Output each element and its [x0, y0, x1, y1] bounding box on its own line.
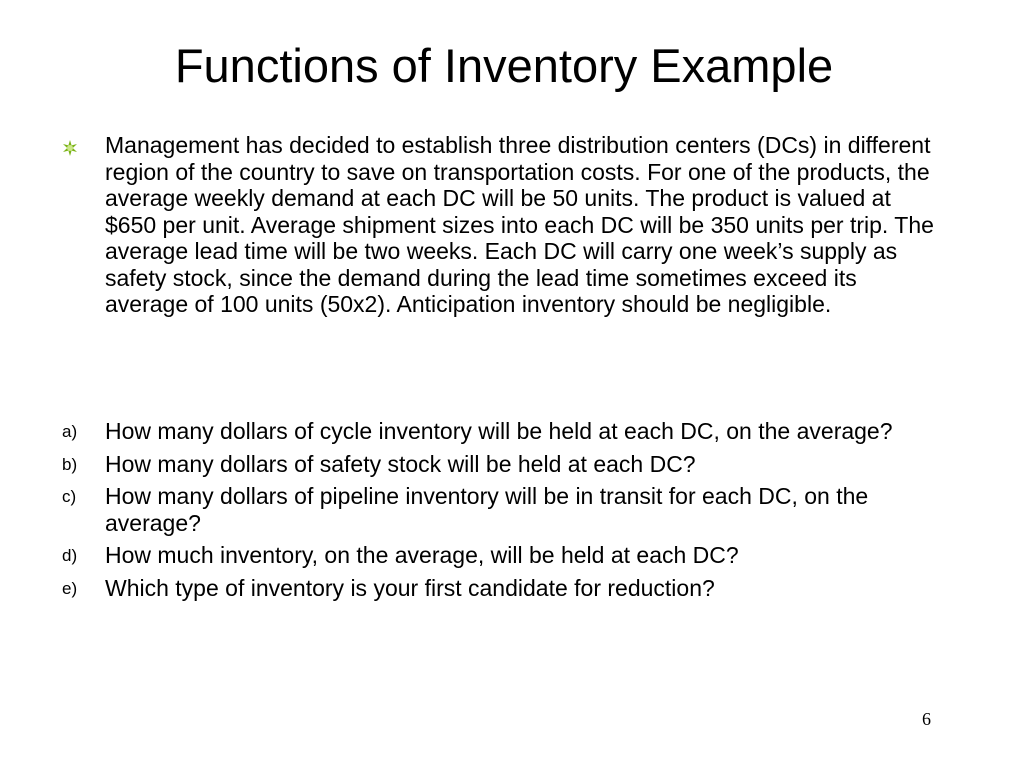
page-number: 6	[922, 709, 931, 729]
question-text: How many dollars of safety stock will be held at each DC?	[105, 450, 696, 477]
question-marker: d)	[62, 546, 78, 565]
scenario-text: Management has decided to establish three distribution centers (DCs) in different region of the country to save on transportation costs. For one of the products, the average weekly demand at each DC will be 50 units. The product is valued at $650 per unit. Average shipment sizes into each DC will be 350 units per trip. The average lead time will be two weeks. Each DC will carry one week’s supply as safety stock, since the demand during the lead time sometimes exceed its average of 100 units (50x2). Anticipation inventory should be negligible.	[105, 132, 934, 317]
green-starburst-bullet-icon	[62, 140, 78, 156]
question-marker: e)	[62, 578, 78, 598]
question-text: Which type of inventory is your first candidate for reduction?	[105, 574, 715, 601]
question-text: How much inventory, on the average, will be held at each DC?	[105, 542, 739, 568]
question-marker: c)	[62, 487, 77, 506]
question-text: How many dollars of cycle inventory will be held at each DC, on the average?	[105, 418, 893, 444]
question-marker: b)	[62, 454, 78, 474]
question-item-e	[62, 575, 942, 602]
question-text: How many dollars of pipeline inventory will be in transit for each DC, on the average?	[105, 483, 869, 536]
question-item-a	[62, 418, 942, 445]
question-list	[62, 418, 942, 607]
question-marker: a)	[62, 422, 78, 441]
question-item-b	[62, 451, 942, 478]
question-item-c	[62, 483, 942, 536]
slide-title: Functions of Inventory Example	[174, 39, 834, 92]
question-item-d	[62, 542, 942, 569]
